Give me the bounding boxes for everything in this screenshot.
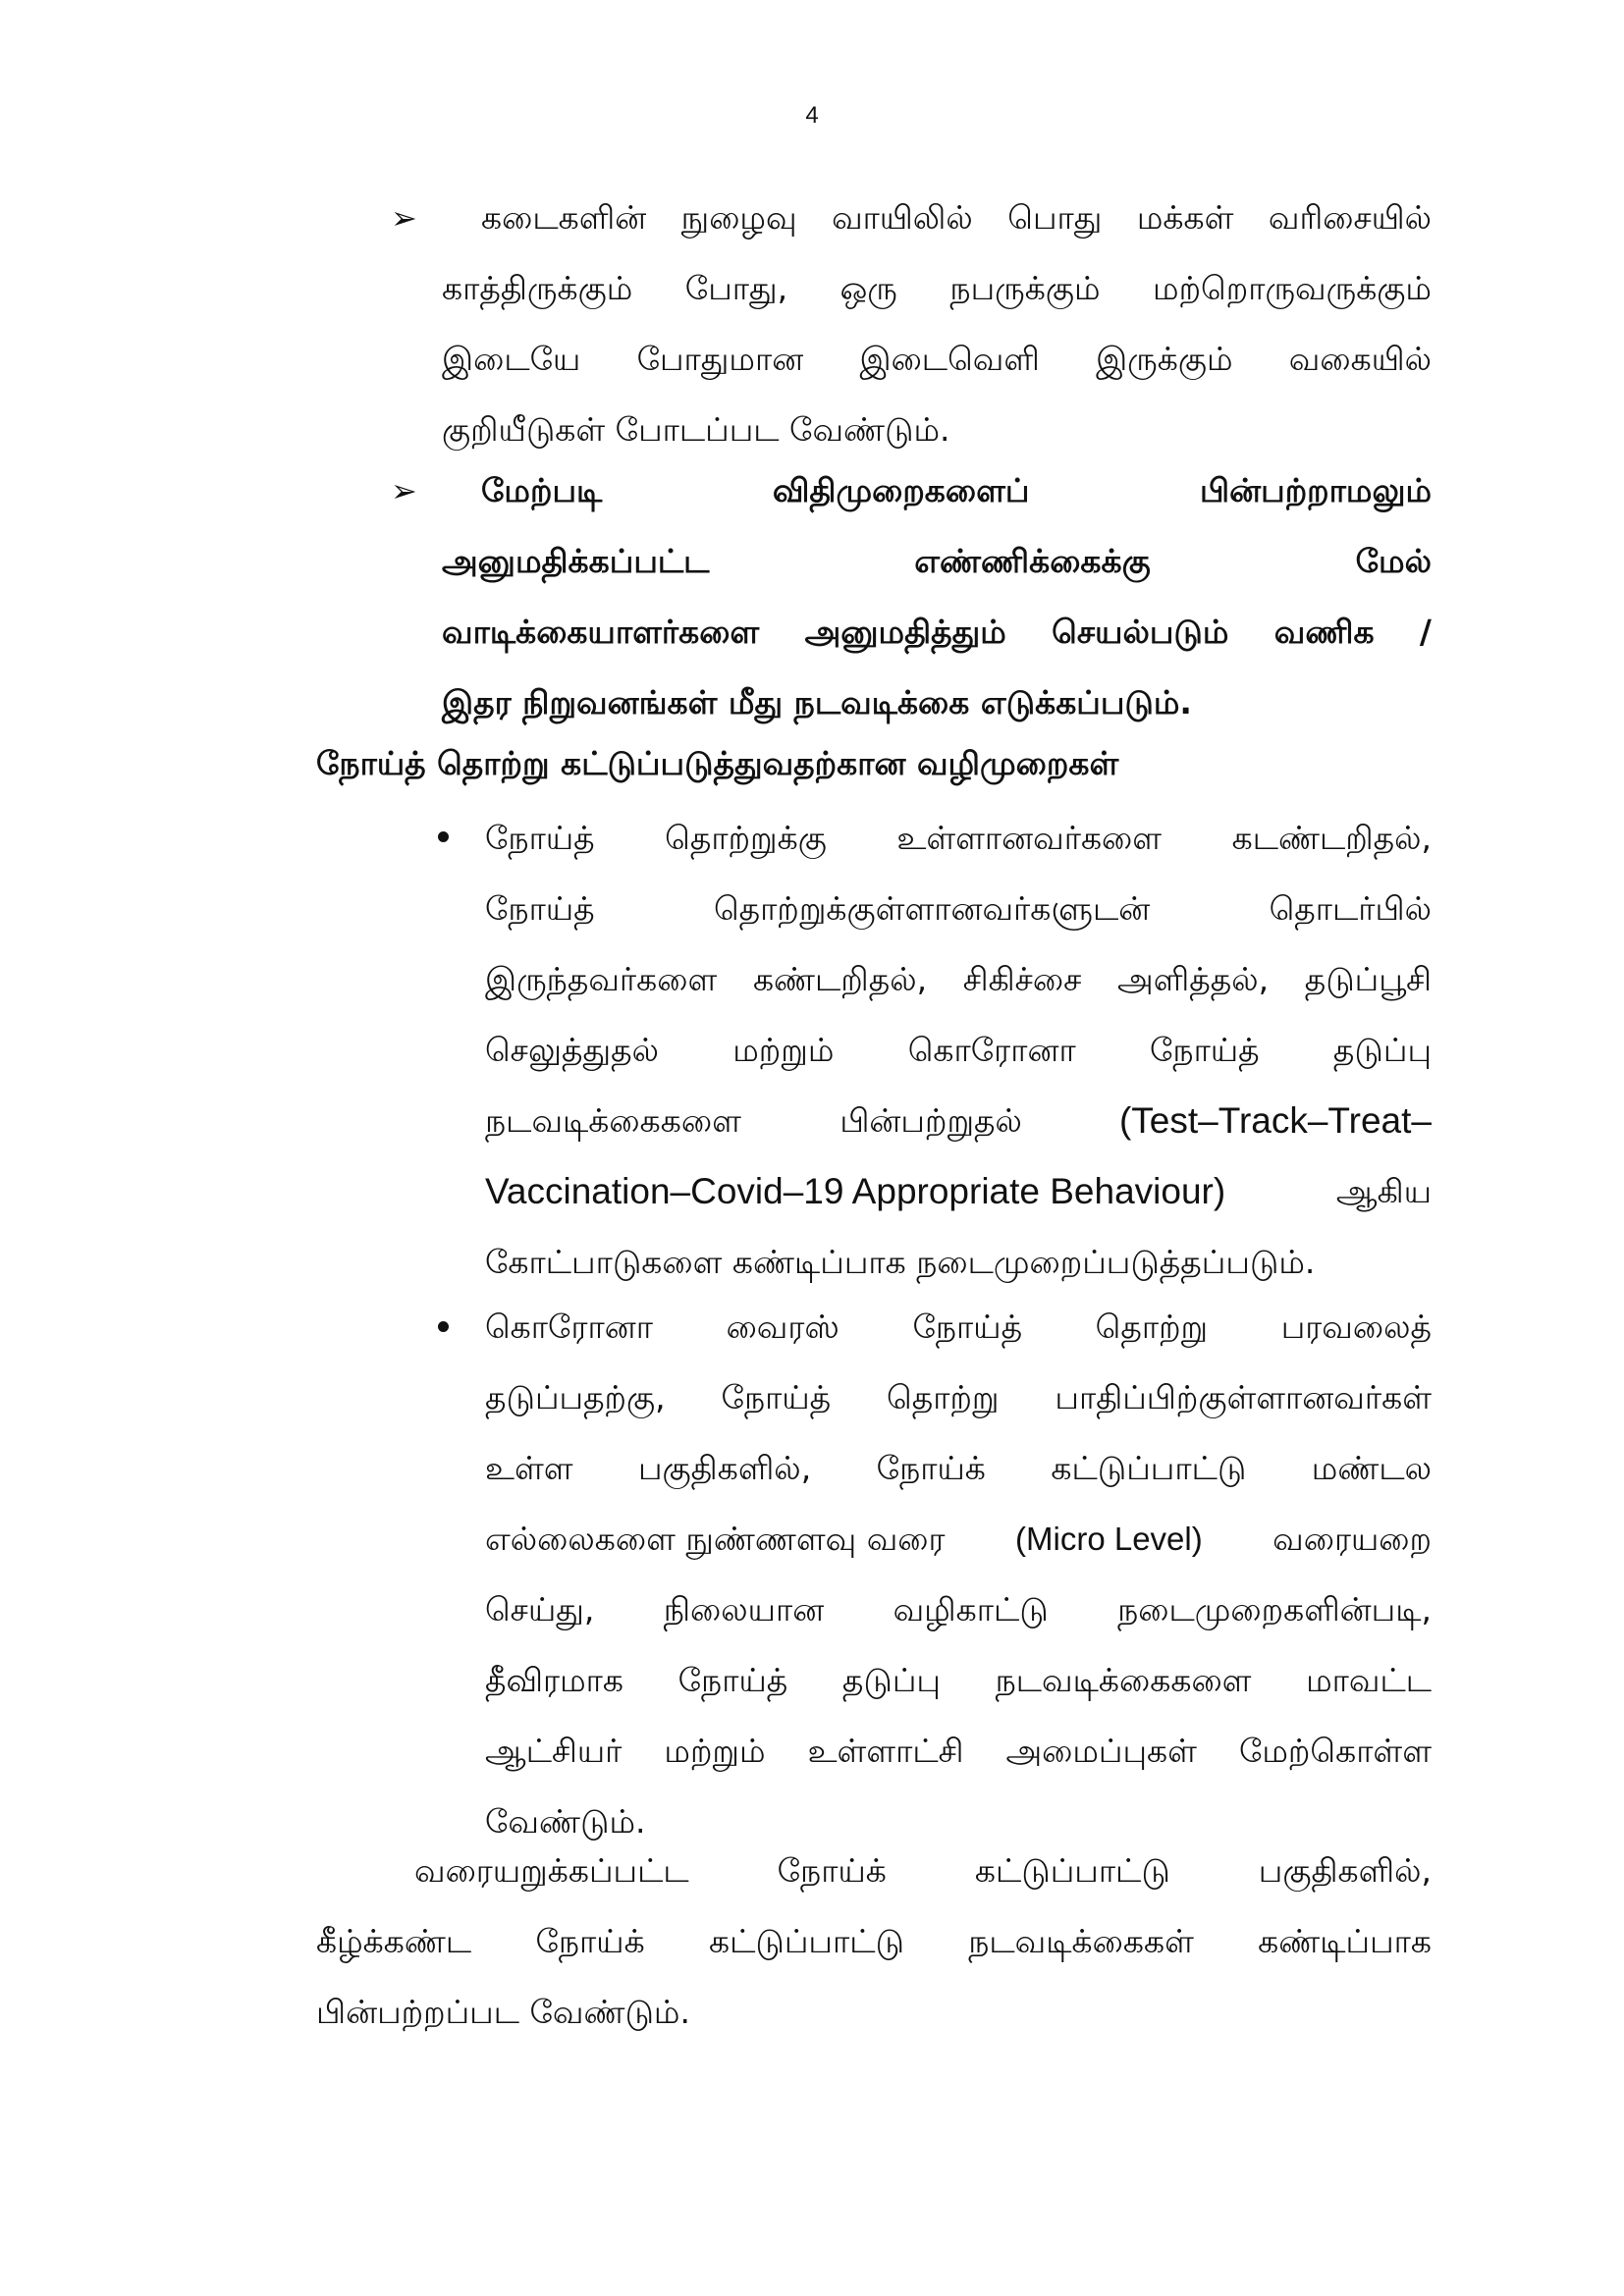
bullet-item-2 [485, 1292, 1432, 1857]
text-line [485, 1156, 1432, 1227]
text-line: இருந்தவர்களை கண்டறிதல், சிகிச்சை அளித்தல், தடுப்பூசி [485, 960, 1432, 998]
text-line [485, 1504, 1432, 1575]
text-segment: எல்லைகளை நுண்ணளவு வரை [485, 1520, 946, 1558]
text-segment: வரையறை [1272, 1520, 1432, 1558]
text-segment: நடவடிக்கைகளை பின்பற்றுதல் [485, 1101, 1022, 1140]
text-line: கீழ்க்கண்ட நோய்க் கட்டுப்பாட்டு நடவடிக்கைகள் கண்டிப்பாக [316, 1922, 1432, 1960]
section-heading: நோய்த் தொற்று கட்டுப்படுத்துவதற்கான வழிமுறைகள் [316, 744, 1119, 782]
text-line: குறியீடுகள் போடப்பட வேண்டும். [442, 410, 950, 449]
text-line: செய்து, நிலையான வழிகாட்டு நடைமுறைகளின்படி, [485, 1590, 1432, 1629]
text-line: தீவிரமாக நோய்த் தடுப்பு நடவடிக்கைகளை மாவட்ட [485, 1661, 1432, 1699]
text-line: கடைகளின் நுழைவு வாயிலில் பொது மக்கள் வரிசையில் [481, 198, 1432, 237]
text-line: ஆட்சியர் மற்றும் உள்ளாட்சி அமைப்புகள் மேற்கொள்ள [485, 1732, 1432, 1770]
arrow-bullet-icon: ➢ [391, 199, 417, 237]
bullet-dot-icon [438, 831, 449, 842]
text-line: உள்ள பகுதிகளில், நோய்க் கட்டுப்பாட்டு மண்டல [485, 1449, 1432, 1487]
text-segment: ஆகிய [1335, 1172, 1432, 1210]
text-line: நோய்த் தொற்றுக்கு உள்ளானவர்களை கடண்டறிதல், [485, 819, 1432, 857]
text-line: தடுப்பதற்கு, நோய்த் தொற்று பாதிப்பிற்குள்ளானவர்கள் [485, 1378, 1432, 1416]
text-segment-latin: Vaccination–Covid–19 Appropriate Behaviour) [485, 1171, 1226, 1211]
page-number: 4 [805, 102, 819, 129]
text-line: இதர நிறுவனங்கள் மீது நடவடிக்கை எடுக்கப்படும். [442, 683, 1192, 721]
text-line: பின்பற்றப்பட வேண்டும். [316, 1993, 690, 2031]
text-line: கொரோனா வைரஸ் நோய்த் தொற்று பரவலைத் [485, 1308, 1432, 1346]
arrow-bullet-item-2 [442, 455, 1432, 738]
text-line: வேண்டும். [485, 1802, 646, 1841]
text-line: காத்திருக்கும் போது, ஒரு நபருக்கும் மற்றொருவருக்கும் [442, 269, 1432, 307]
text-line: மேற்படி விதிமுறைகளைப் பின்பற்றாமலும் [481, 471, 1432, 509]
text-line: அனுமதிக்கப்பட்ட எண்ணிக்கைக்கு மேல் [442, 542, 1432, 580]
bullet-item-1 [485, 803, 1432, 1298]
text-line [485, 1086, 1432, 1156]
text-line: வரையறுக்கப்பட்ட நோய்க் கட்டுப்பாட்டு பகுதிகளில், [414, 1851, 1432, 1890]
bullet-dot-icon [438, 1321, 449, 1332]
text-line: செலுத்துதல் மற்றும் கொரோனா நோய்த் தடுப்பு [485, 1031, 1432, 1069]
text-line: கோட்பாடுகளை கண்டிப்பாக நடைமுறைப்படுத்தப்படும். [485, 1243, 1316, 1281]
arrow-bullet-item-1 [442, 183, 1432, 465]
arrow-bullet-icon: ➢ [391, 472, 417, 509]
text-segment-latin: (Micro Level) [1015, 1521, 1203, 1557]
text-segment-latin: (Test–Track–Treat– [1118, 1100, 1432, 1141]
text-line: நோய்த் தொற்றுக்குள்ளானவர்களுடன் தொடர்பில் [485, 889, 1432, 928]
closing-paragraph [316, 1836, 1432, 2048]
text-line: வாடிக்கையாளர்களை அனுமதித்தும் செயல்படும் வணிக / [442, 613, 1432, 651]
text-line: இடையே போதுமான இடைவெளி இருக்கும் வகையில் [442, 340, 1432, 378]
